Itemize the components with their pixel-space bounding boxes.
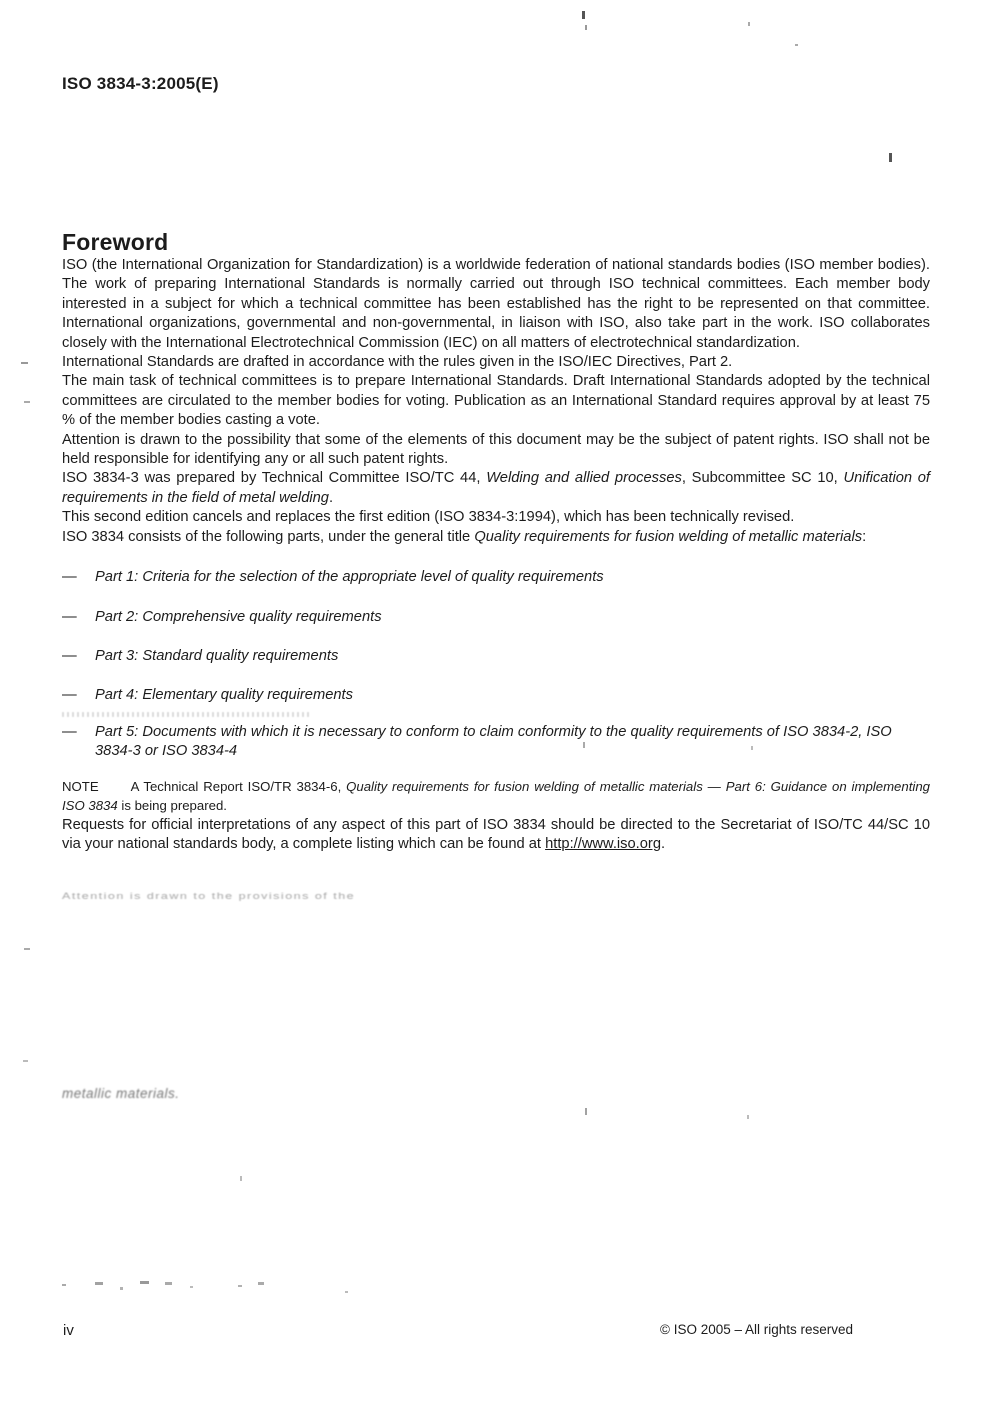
iso-website-link[interactable]: http://www.iso.org (545, 835, 661, 852)
requests-text: Requests for official interpretations of any aspect of this part of ISO 3834 should be directed to the Secretariat of ISO/TC 44/SC 10 via your national standards body, a complete listing which can be found at (62, 816, 930, 852)
list-dash: — (62, 687, 76, 704)
requests-text-end: . (661, 835, 666, 852)
paragraph-iso-federation: ISO (the International Organization for Standardization) is a worldwide federation of national standards bodies (ISO member bodies). The work of preparing International Standards is normally carried out through ISO technical committees. Each member body interested in a subject for which a technical committee has been established has the right to be represented on that committee. International organizations, governmental and non-governmental, in liaison with ISO, also take part in the work. ISO collaborates closely with the International Electrotechnical Commission (IEC) on all matters of electrotechnical standardization. (62, 257, 930, 351)
p7-general-title: Quality requirements for fusion welding of metallic materials (474, 528, 863, 545)
paragraph-directives: International Standards are drafted in accordance with the rules given in the ISO/IEC Directives, Part 2. (62, 354, 733, 371)
paragraph-patent-rights: Attention is drawn to the possibility that some of the elements of this document may be the subject of patent rights. ISO shall not be held responsible for identifying any or all such patent rights. (62, 431, 930, 468)
p5-text-end: . (328, 489, 334, 506)
note-text-end: is being prepared. (117, 798, 227, 814)
p7-text-end: : (862, 528, 867, 545)
paragraph-requests (62, 816, 930, 855)
p5-committee-title: Welding and allied processes (486, 470, 682, 487)
list-item-part-5 (62, 723, 930, 762)
page-number: iv (63, 1322, 74, 1339)
copyright-notice: © ISO 2005 – All rights reserved (660, 1322, 854, 1337)
p5-subcommittee-title: Unification of requirements in the field of metal welding (62, 470, 931, 506)
list-dash: — (62, 647, 76, 664)
list-item-part-1 (62, 568, 930, 587)
list-item-text: Part 3: Standard quality requirements (95, 647, 339, 664)
scan-ghost-text-bottom: metallic materials. (62, 1086, 180, 1101)
list-dash: — (62, 723, 76, 740)
p5-text: ISO 3834-3 was prepared by Technical Committee ISO/TC 44, (62, 470, 487, 487)
p5-text-mid: , Subcommittee SC 10, (681, 470, 844, 487)
list-dash: — (62, 569, 76, 586)
note-report-title: Quality requirements for fusion welding of metallic materials — Part 6: Guidance on implementing ISO 3834 (62, 778, 930, 814)
paragraph-prepared-by (62, 469, 930, 508)
paragraph-consists-of (62, 528, 930, 547)
list-item-part-4 (62, 686, 930, 705)
list-item-part-2 (62, 608, 930, 627)
paragraph-main-task: The main task of technical committees is to prepare International Standards. Draft International Standards adopted by the technical committees are circulated to the member bodies for voting. Publication as an International Standard requires approval by at least 75 % of the member bodies casting a vote. (62, 373, 930, 429)
list-item-text: Part 4: Elementary quality requirements (95, 687, 353, 704)
note-text: A Technical Report ISO/TR 3834-6, (130, 778, 347, 794)
note-label: NOTE (62, 778, 99, 794)
note-paragraph (62, 777, 930, 816)
scan-ghost-text-top: Attention is drawn to the provisions of the (62, 890, 356, 902)
p7-text: ISO 3834 consists of the following parts, under the general title (62, 528, 475, 545)
section-heading-foreword: Foreword (62, 229, 169, 255)
list-item-text: Part 5: Documents with which it is necessary to conform to claim conformity to the quality requirements of ISO 3834-2, ISO 3834-3 or ISO 3834-4 (95, 723, 892, 760)
list-item-part-3 (62, 647, 930, 666)
list-dash: — (62, 608, 76, 625)
document-reference-header: ISO 3834-3:2005(E) (62, 74, 219, 93)
paragraph-second-edition: This second edition cancels and replaces the first edition (ISO 3834-3:1994), which has been technically revised. (62, 509, 795, 526)
list-item-text: Part 2: Comprehensive quality requirements (95, 608, 382, 625)
list-item-text: Part 1: Criteria for the selection of the appropriate level of quality requirements (95, 569, 604, 586)
parts-list (62, 568, 930, 761)
